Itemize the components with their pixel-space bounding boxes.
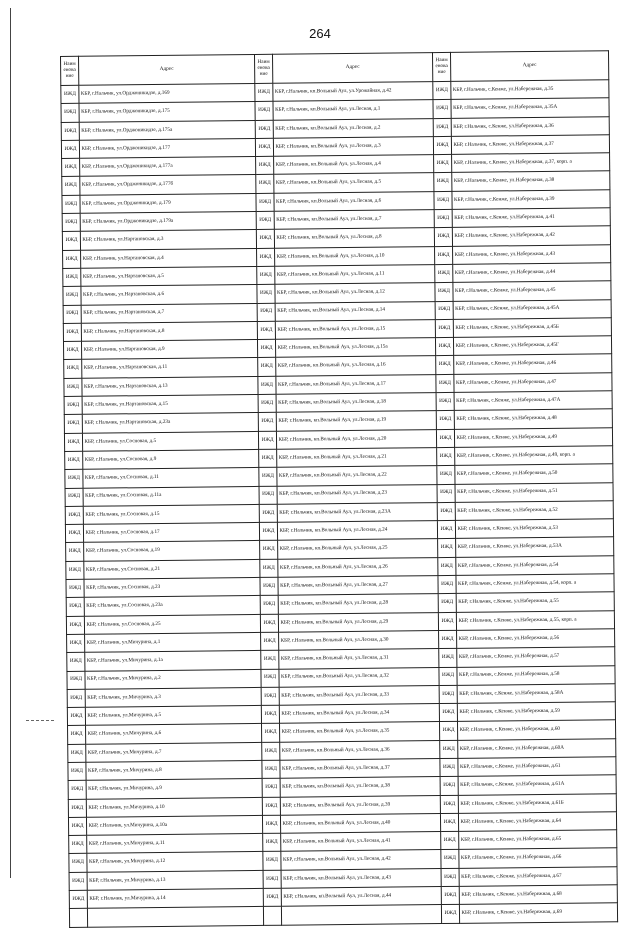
table-cell-type: ИЖД	[436, 356, 454, 374]
table-cell-address: КБР, г.Нальчик, ул.Мичурина, д.3	[85, 687, 261, 707]
table-cell-type: ИЖД	[263, 870, 281, 888]
table-cell-type: ИЖД	[257, 285, 275, 303]
table-cell-type: ИЖД	[441, 868, 459, 886]
table-cell-address: КБР, г.Нальчик, ул.Сосновая, д.11	[83, 468, 259, 488]
table-cell-type: ИЖД	[258, 358, 276, 376]
table-cell-address: КБР, г.Нальчик, кп.Вольный Аул, ул.Лесная, д.23А	[277, 502, 437, 522]
table-cell-type: ИЖД	[257, 266, 275, 284]
table-cell-address: КБР, г.Нальчик, кп.Вольный Аул, ул.Лесная, д.5	[274, 173, 434, 193]
table-cell-type: ИЖД	[437, 521, 455, 539]
table-cell-address: КБР, г.Нальчик, кп.Вольный Аул, ул.Лесная, д.7	[274, 210, 434, 230]
table-cell-type: ИЖД	[257, 321, 275, 339]
table-cell-type: ИЖД	[262, 815, 280, 833]
table-cell-type: ИЖД	[62, 195, 80, 213]
table-cell-address: КБР, г.Нальчик, с.Кенже, ул.Набережная, д.64	[458, 812, 616, 832]
table-cell-type: ИЖД	[255, 102, 273, 120]
table-cell-address: КБР, г.Нальчик, кп.Вольный Аул, ул.Лесная, д.11	[275, 265, 435, 285]
table-cell-address: КБР, г.Нальчик, с.Кенже, ул.Набережная, д.45Б	[453, 318, 611, 338]
table-cell-type: ИЖД	[260, 541, 278, 559]
table-cell-type: ИЖД	[63, 268, 81, 286]
table-cell-type: ИЖД	[63, 250, 81, 268]
table-cell-type: ИЖД	[258, 376, 276, 394]
table-cell-address: КБР, г.Нальчик, с.Кенже, ул.Набережная, д.67	[459, 866, 617, 886]
table-cell-address: КБР, г.Нальчик, ул.Нартановская, д.4	[81, 248, 257, 268]
table-cell-type: ИЖД	[69, 872, 87, 890]
header-address-col-3: Адрес	[450, 51, 608, 82]
table-cell-address: КБР, г.Нальчик, кп.Вольный Аул, ул.Лесная, д.27	[278, 576, 438, 596]
table-cell-address: КБР, г.Нальчик, ул.Мичурина, д.8	[86, 760, 262, 780]
table-cell-address: КБР, г.Нальчик, с.Кенже, ул.Набережная, д.55	[456, 592, 614, 612]
table-cell-type: ИЖД	[258, 431, 276, 449]
table-cell-type: ИЖД	[69, 854, 87, 872]
table-cell-type: ИЖД	[256, 230, 274, 248]
table-cell-type: ИЖД	[256, 193, 274, 211]
table-cell-address: КБР, г.Нальчик, кп.Вольный Аул, ул.Лесная, д.14	[275, 301, 435, 321]
table-cell-address	[87, 907, 263, 927]
table-cell-address: КБР, г.Нальчик, кп.Вольный Аул, ул.Лесная, д.23	[277, 484, 437, 504]
table-cell-type: ИЖД	[68, 744, 86, 762]
table-cell-address: КБР, г.Нальчик, с.Кенже, ул.Набережная, д.44	[453, 263, 611, 283]
table-cell-address: КБР, г.Нальчик, ул.Сосновая, д.15	[83, 504, 259, 524]
table-cell-address: КБР, г.Нальчик, кп.Вольный Аул, ул.Лесная, д.34	[279, 704, 439, 724]
table-cell-type: ИЖД	[68, 817, 86, 835]
table-cell-type: ИЖД	[69, 890, 87, 908]
table-cell-address: КБР, г.Нальчик, кп.Вольный Аул, ул.Лесная, д.35	[280, 722, 440, 742]
table-cell-type: ИЖД	[437, 447, 455, 465]
table-cell-address: КБР, г.Нальчик, кп.Вольный Аул, ул.Лесная, д.37	[280, 759, 440, 779]
table-cell-address: КБР, г.Нальчик, кп.Вольный Аул, ул.Лесная, д.43	[281, 868, 441, 888]
table-cell-type: ИЖД	[262, 742, 280, 760]
table-cell-type: ИЖД	[256, 156, 274, 174]
table-cell-type: ИЖД	[259, 449, 277, 467]
table-cell-type: ИЖД	[258, 413, 276, 431]
table-cell-address: КБР, г.Нальчик, кп.Вольный Аул, ул.Лесная, д.2	[273, 118, 433, 138]
table-cell-address: КБР, г.Нальчик, ул.Нартановская, д.15	[82, 394, 258, 414]
table-cell-address: КБР, г.Нальчик, с.Кенже, ул.Набережная, д.46	[454, 354, 612, 374]
table-cell-type: ИЖД	[438, 539, 456, 557]
table-cell-type: ИЖД	[65, 524, 83, 542]
table-cell-address: КБР, г.Нальчик, кп.Вольный Аул, ул.Лесная, д.19	[276, 411, 436, 431]
table-cell-type: ИЖД	[260, 577, 278, 595]
table-cell-type: ИЖД	[62, 232, 80, 250]
table-cell-address: КБР, г.Нальчик, кп.Вольный Аул, ул.Лесная, д.44	[281, 887, 441, 907]
table-cell-type: ИЖД	[62, 177, 80, 195]
table-cell-type: ИЖД	[433, 118, 451, 136]
table-cell-type: ИЖД	[438, 557, 456, 575]
table-cell-address: КБР, г.Нальчик, кп.Вольный Аул, ул.Лесная, д.33	[279, 685, 439, 705]
table-cell-type: ИЖД	[62, 213, 80, 231]
table-cell-address: КБР, г.Нальчик, с.Кенже, ул.Набережная, д.55, корп. а	[456, 610, 614, 630]
table-cell-address: КБР, г.Нальчик, ул.Мичурина, д.9	[86, 779, 262, 799]
table-cell-address: КБР, г.Нальчик, кп.Вольный Аул, ул.Лесная, д.41	[281, 832, 441, 852]
table-cell-address: КБР, г.Нальчик, с.Кенже, ул.Набережная, д.41	[452, 208, 610, 228]
table-cell-type: ИЖД	[260, 596, 278, 614]
table-cell-type: ИЖД	[262, 797, 280, 815]
table-cell-type: ИЖД	[263, 888, 281, 906]
table-cell-type: ИЖД	[66, 579, 84, 597]
table-cell-type: ИЖД	[259, 467, 277, 485]
scan-margin-line	[10, 8, 11, 878]
table-cell-type: ИЖД	[68, 726, 86, 744]
table-cell-type: ИЖД	[435, 246, 453, 264]
table-cell-type: ИЖД	[263, 833, 281, 851]
table-cell-address: КБР, г.Нальчик, кп.Вольный Аул, ул.Лесная, д.24	[277, 521, 437, 541]
table-cell-type: ИЖД	[257, 339, 275, 357]
table-cell-type: ИЖД	[434, 209, 452, 227]
table-cell-address: КБР, г.Нальчик, ул.Орджоникидзе, д.175а	[79, 120, 255, 140]
table-cell-type: ИЖД	[255, 83, 273, 101]
table-cell-type: ИЖД	[436, 392, 454, 410]
table-cell-type: ИЖД	[441, 905, 459, 923]
table-cell-type: ИЖД	[257, 248, 275, 266]
table-cell-address: КБР, г.Нальчик, кп.Вольный Аул, ул.Лесная, д.30	[279, 630, 439, 650]
table-cell-address: КБР, г.Нальчик, кп.Вольный Аул, ул.Лесная, д.39	[280, 795, 440, 815]
table-cell-type: ИЖД	[68, 799, 86, 817]
table-cell-type: ИЖД	[61, 140, 79, 158]
table-cell-address: КБР, г.Нальчик, с.Кенже, ул.Набережная, д.54	[456, 555, 614, 575]
table-cell-type: ИЖД	[261, 705, 279, 723]
table-cell-address: КБР, г.Нальчик, ул.Орджоникидзе, д.177а	[80, 157, 256, 177]
table-cell-type: ИЖД	[62, 158, 80, 176]
table-cell-address: КБР, г.Нальчик, кп.Вольный Аул, ул.Лесная, д.29	[278, 612, 438, 632]
table-cell-type: ИЖД	[65, 488, 83, 506]
table-cell-address: КБР, г.Нальчик, ул.Сосновая, д.11а	[83, 486, 259, 506]
table-cell-type: ИЖД	[439, 630, 457, 648]
table-cell-type: ИЖД	[434, 173, 452, 191]
table-cell-address: КБР, г.Нальчик, с.Кенже, ул.Набережная, д.45А	[453, 299, 611, 319]
address-table-wrapper	[60, 50, 617, 927]
table-cell-type: ИЖД	[441, 832, 459, 850]
table-cell-type: ИЖД	[67, 689, 85, 707]
table-cell-address: КБР, г.Нальчик, с.Кенже, ул.Набережная, д.53	[455, 519, 613, 539]
table-cell-type: ИЖД	[67, 707, 85, 725]
table-cell-type: ИЖД	[440, 758, 458, 776]
table-cell-address: КБР, г.Нальчик, кп.Вольный Аул, ул.Лесная, д.20	[276, 429, 436, 449]
table-cell-type: ИЖД	[435, 301, 453, 319]
table-cell-type: ИЖД	[260, 614, 278, 632]
table-cell-address: КБР, г.Нальчик, кп.Вольный Аул, ул.Лесная, д.40	[280, 813, 440, 833]
table-cell-type: ИЖД	[262, 779, 280, 797]
table-cell-type: ИЖД	[260, 559, 278, 577]
table-cell-type: ИЖД	[61, 104, 79, 122]
table-cell-type: ИЖД	[255, 120, 273, 138]
table-cell-address: КБР, г.Нальчик, ул.Нартановская, д.6	[81, 285, 257, 305]
table-cell-type: ИЖД	[439, 667, 457, 685]
table-cell-address: КБР, г.Нальчик, ул.Нартановская, д.9	[81, 340, 257, 360]
header-name-col-3: Наим енова ние	[432, 52, 450, 81]
table-cell-type: ИЖД	[433, 136, 451, 154]
table-cell-address: КБР, г.Нальчик, ул.Мичурина, д.13	[87, 870, 263, 890]
table-cell-type: ИЖД	[64, 433, 82, 451]
table-cell-type	[263, 907, 281, 925]
table-cell-type: ИЖД	[440, 813, 458, 831]
table-cell-type: ИЖД	[437, 466, 455, 484]
table-cell-type: ИЖД	[69, 835, 87, 853]
table-cell-type: ИЖД	[261, 650, 279, 668]
table-cell-type: ИЖД	[439, 722, 457, 740]
table-cell-address: КБР, г.Нальчик, с.Кенже, ул.Набережная, д.58	[457, 665, 615, 685]
table-cell-address: КБР, г.Нальчик, кп.Вольный Аул, ул.Лесная, д.21	[277, 448, 437, 468]
table-cell-address: КБР, г.Нальчик, с.Кенже, ул.Набережная, д.69	[459, 903, 617, 923]
table-cell-address: КБР, г.Нальчик, с.Кенже, ул.Набережная, д.47	[454, 372, 612, 392]
table-cell-type: ИЖД	[441, 886, 459, 904]
table-cell-address: КБР, г.Нальчик, с.Кенже, ул.Набережная, д.43	[453, 244, 611, 264]
table-cell-type: ИЖД	[63, 323, 81, 341]
table-body	[61, 80, 618, 927]
table-cell-type: ИЖД	[435, 338, 453, 356]
table-cell-type: ИЖД	[66, 561, 84, 579]
table-cell-type: ИЖД	[437, 484, 455, 502]
table-cell-address: КБР, г.Нальчик, кп.Вольный Аул, ул.Лесная, д.3	[273, 136, 433, 156]
table-cell-type: ИЖД	[437, 502, 455, 520]
table-cell-type: ИЖД	[64, 415, 82, 433]
table-cell-type: ИЖД	[66, 598, 84, 616]
table-cell-address: КБР, г.Нальчик, с.Кенже, ул.Набережная, д.57	[457, 647, 615, 667]
table-cell-type: ИЖД	[433, 81, 451, 99]
table-cell-address: КБР, г.Нальчик, кп.Вольный Аул, ул.Лесная, д.12	[275, 283, 435, 303]
header-address-col-2: Адрес	[272, 53, 432, 84]
table-cell-type: ИЖД	[257, 303, 275, 321]
table-cell-address: КБР, г.Нальчик, ул.Орджоникидзе, д.179	[80, 193, 256, 213]
table-cell-address: КБР, г.Нальчик, с.Кенже, ул.Набережная, д.42	[452, 226, 610, 246]
table-cell-address: КБР, г.Нальчик, с.Кенже, ул.Набережная, д.65	[459, 830, 617, 850]
table-cell-address: КБР, г.Нальчик, кп.Вольный Аул, ул.Лесная, д.31	[279, 649, 439, 669]
table-cell-address: КБР, г.Нальчик, с.Кенже, ул.Набережная, д.35	[451, 80, 609, 100]
table-cell-type: ИЖД	[65, 506, 83, 524]
table-cell-address: КБР, г.Нальчик, ул.Орджоникидзе, д.175	[79, 102, 255, 122]
table-cell-address: КБР, г.Нальчик, кп.Вольный Аул, ул.Лесная, д.42	[281, 850, 441, 870]
table-cell-type: ИЖД	[436, 411, 454, 429]
table-cell-type: ИЖД	[440, 777, 458, 795]
table-cell-type: ИЖД	[261, 632, 279, 650]
table-cell-address: КБР, г.Нальчик, с.Кенже, ул.Набережная, д.48	[454, 409, 612, 429]
table-cell-address: КБР, г.Нальчик, кп.Вольный Аул, ул.Лесная, д.15а	[275, 338, 435, 358]
table-cell-address: КБР, г.Нальчик, с.Кенже, ул.Набережная, д.66	[459, 848, 617, 868]
table-cell-type: ИЖД	[68, 781, 86, 799]
table-cell-type: ИЖД	[439, 649, 457, 667]
table-cell-type: ИЖД	[440, 740, 458, 758]
table-cell-address: КБР, г.Нальчик, ул.Нартановская, д.8	[81, 321, 257, 341]
table-cell-address: КБР, г.Нальчик, кп.Вольный Аул, ул.Лесная, д.16	[276, 356, 436, 376]
table-cell-type	[69, 909, 87, 927]
table-cell-type: ИЖД	[61, 85, 79, 103]
table-cell-type: ИЖД	[258, 394, 276, 412]
table-cell-type: ИЖД	[435, 264, 453, 282]
table-cell-type: ИЖД	[64, 378, 82, 396]
header-name-col-1: Наим енова ние	[61, 56, 79, 85]
table-cell-type: ИЖД	[259, 522, 277, 540]
table-cell-type: ИЖД	[440, 795, 458, 813]
table-cell-address: КБР, г.Нальчик, ул.Мичурина, д.7	[86, 742, 262, 762]
table-cell-address: КБР, г.Нальчик, с.Кенже, ул.Набережная, д.61	[458, 757, 616, 777]
table-cell-type: ИЖД	[434, 228, 452, 246]
table-cell-address: КБР, г.Нальчик, с.Кенже, ул.Набережная, д.39	[452, 190, 610, 210]
table-cell-address: КБР, г.Нальчик, с.Кенже, ул.Набережная, д.47А	[454, 391, 612, 411]
table-cell-type: ИЖД	[67, 671, 85, 689]
table-cell-address: КБР, г.Нальчик, кп.Вольный Аул, ул.Лесная, д.38	[280, 777, 440, 797]
table-cell-address: КБР, г.Нальчик, кп.Вольный Аул, ул.Лесная, д.18	[276, 393, 436, 413]
table-cell-type: ИЖД	[438, 594, 456, 612]
table-cell-address: КБР, г.Нальчик, с.Кенже, ул.Набережная, д.59	[457, 702, 615, 722]
header-address-col-1: Адрес	[79, 54, 255, 85]
scan-margin-dash	[26, 720, 54, 722]
table-cell-address: КБР, г.Нальчик, с.Кенже, ул.Набережная, д.60	[457, 720, 615, 740]
table-cell-address: КБР, г.Нальчик, кп.Вольный Аул, ул.Лесная, д.28	[278, 594, 438, 614]
table-cell-type: ИЖД	[65, 470, 83, 488]
table-cell-type: ИЖД	[259, 486, 277, 504]
table-cell-type: ИЖД	[439, 685, 457, 703]
table-cell-address: КБР, г.Нальчик, ул.Орджоникидзе, д.177	[79, 138, 255, 158]
table-cell-address: КБР, г.Нальчик, ул.Нартановская, д.3	[80, 230, 256, 250]
table-cell-address: КБР, г.Нальчик, ул.Сосновая, д.9	[83, 449, 259, 469]
table-cell-type: ИЖД	[434, 191, 452, 209]
table-cell-address: КБР, г.Нальчик, ул.Орджоникидзе, д.177б	[80, 175, 256, 195]
table-cell-address: КБР, г.Нальчик, кп.Вольный Аул, ул.Лесная, д.36	[280, 740, 440, 760]
table-cell-type: ИЖД	[66, 616, 84, 634]
table-cell-type: ИЖД	[65, 451, 83, 469]
table-cell-address: КБР, г.Нальчик, кп.Вольный Аул, ул.Лесная, д.26	[278, 557, 438, 577]
table-cell-address: КБР, г.Нальчик, ул.Мичурина, д.6	[86, 724, 262, 744]
table-cell-address: КБР, г.Нальчик, с.Кенже, ул.Набережная, д.50	[455, 464, 613, 484]
table-cell-type: ИЖД	[261, 687, 279, 705]
table-cell-address: КБР, г.Нальчик, ул.Сосновая, д.23	[84, 577, 260, 597]
table-cell-type: ИЖД	[438, 575, 456, 593]
table-cell-address: КБР, г.Нальчик, с.Кенже, ул.Набережная, д.60А	[458, 738, 616, 758]
table-cell-type: ИЖД	[63, 287, 81, 305]
table-cell-address: КБР, г.Нальчик, ул.Сосновая, д.25	[84, 614, 260, 634]
table-cell-type: ИЖД	[436, 374, 454, 392]
table-cell-address: КБР, г.Нальчик, кп.Вольный Аул, ул.Лесная, д.22	[277, 466, 437, 486]
table-cell-address: КБР, г.Нальчик, с.Кенже, ул.Набережная, д.68	[459, 885, 617, 905]
table-cell-address	[281, 905, 441, 925]
table-cell-type: ИЖД	[68, 762, 86, 780]
page-number: 264	[309, 26, 331, 41]
table-cell-address: КБР, г.Нальчик, кп.Вольный Аул, ул.Лесная, д.8	[274, 228, 434, 248]
table-cell-type: ИЖД	[66, 543, 84, 561]
table-cell-address: КБР, г.Нальчик, ул.Мичурина, д.1	[85, 632, 261, 652]
table-cell-address: КБР, г.Нальчик, ул.Сосновая, д.19	[84, 541, 260, 561]
table-cell-address: КБР, г.Нальчик, с.Кенже, ул.Набережная, д.38	[452, 171, 610, 191]
table-cell-type: ИЖД	[436, 429, 454, 447]
table-cell-address: КБР, г.Нальчик, с.Кенже, ул.Набережная, д.53А	[456, 537, 614, 557]
table-cell-type: ИЖД	[255, 138, 273, 156]
table-cell-address: КБР, г.Нальчик, кп.Вольный Аул, ул.Лесная, д.6	[274, 191, 434, 211]
table-cell-address: КБР, г.Нальчик, с.Кенже, ул.Набережная, д.45Г	[453, 336, 611, 356]
table-cell-address: КБР, г.Нальчик, ул.Нартановская, д.5	[81, 266, 257, 286]
table-cell-address: КБР, г.Нальчик, с.Кенже, ул.Набережная, д.54, корп. а	[456, 574, 614, 594]
table-cell-type: ИЖД	[63, 305, 81, 323]
table-cell-type: ИЖД	[439, 703, 457, 721]
table-cell-address: КБР, г.Нальчик, ул.Нартановская, д.23а	[82, 413, 258, 433]
table-cell-address: КБР, г.Нальчик, ул.Мичурина, д.10а	[86, 815, 262, 835]
table-cell-address: КБР, г.Нальчик, кп.Вольный Аул, ул.Лесная, д.10	[275, 246, 435, 266]
table-cell-address: КБР, г.Нальчик, кп.Вольный Аул, ул.Лесная, д.32	[279, 667, 439, 687]
table-cell-address: КБР, г.Нальчик, ул.Мичурина, д.14	[87, 888, 263, 908]
table-cell-address: КБР, г.Нальчик, с.Кенже, ул.Набережная, д.49	[454, 427, 612, 447]
table-cell-type: ИЖД	[434, 155, 452, 173]
table-cell-address: КБР, г.Нальчик, ул.Мичурина, д.5	[85, 706, 261, 726]
table-cell-address: КБР, г.Нальчик, кп.Вольный Аул, ул.Лесная, д.4	[274, 155, 434, 175]
table-cell-address: КБР, г.Нальчик, кп.Вольный Аул, ул.Урожайная, д.42	[273, 82, 433, 102]
table-cell-type: ИЖД	[435, 319, 453, 337]
table-cell-address: КБР, г.Нальчик, кп.Вольный Аул, ул.Лесная, д.15	[275, 319, 435, 339]
table-cell-address: КБР, г.Нальчик, ул.Сосновая, д.21	[84, 559, 260, 579]
table-cell-type: ИЖД	[259, 504, 277, 522]
table-cell-type: ИЖД	[261, 669, 279, 687]
table-cell-address: КБР, г.Нальчик, ул.Мичурина, д.11	[87, 834, 263, 854]
table-cell-address: КБР, г.Нальчик, кп.Вольный Аул, ул.Лесная, д.17	[276, 374, 436, 394]
table-cell-address: КБР, г.Нальчик, ул.Сосновая, д.17	[83, 523, 259, 543]
table-cell-type: ИЖД	[262, 760, 280, 778]
table-cell-type: ИЖД	[433, 100, 451, 118]
table-cell-type: ИЖД	[256, 211, 274, 229]
table-cell-address: КБР, г.Нальчик, с.Кенже, ул.Набережная, д.56	[457, 629, 615, 649]
table-cell-type: ИЖД	[441, 850, 459, 868]
table-cell-type: ИЖД	[61, 122, 79, 140]
table-cell-address: КБР, г.Нальчик, с.Кенже, ул.Набережная, д.61А	[458, 775, 616, 795]
table-cell-address: КБР, г.Нальчик, с.Кенже, ул.Набережная, д.58А	[457, 684, 615, 704]
table-cell-address: КБР, г.Нальчик, с.Кенже, ул.Набережная, д.49, корп. а	[455, 446, 613, 466]
table-cell-address: КБР, г.Нальчик, с.Кенже, ул.Набережная, д.61Б	[458, 793, 616, 813]
table-cell-type: ИЖД	[64, 396, 82, 414]
table-cell-address: КБР, г.Нальчик, ул.Сосновая, д.5	[82, 431, 258, 451]
table-cell-type: ИЖД	[67, 634, 85, 652]
table-cell-type: ИЖД	[64, 360, 82, 378]
table-cell-address: КБР, г.Нальчик, с.Кенже, ул.Набережная, д.51	[455, 482, 613, 502]
table-cell-type: ИЖД	[263, 852, 281, 870]
table-cell-address: КБР, г.Нальчик, кп.Вольный Аул, ул.Лесная, д.25	[278, 539, 438, 559]
table-cell-address: КБР, г.Нальчик, кп.Вольный Аул, ул.Лесная, д.1	[273, 100, 433, 120]
table-cell-address: КБР, г.Нальчик, ул.Мичурина, д.12	[87, 852, 263, 872]
table-cell-address: КБР, г.Нальчик, ул.Нартановская, д.13	[82, 376, 258, 396]
table-cell-address: КБР, г.Нальчик, с.Кенже, ул.Набережная, д.37	[451, 135, 609, 155]
table-cell-address: КБР, г.Нальчик, с.Кенже, ул.Набережная, д.37, корп. а	[452, 153, 610, 173]
table-cell-type: ИЖД	[262, 724, 280, 742]
table-cell-address: КБР, г.Нальчик, ул.Сосновая, д.23а	[84, 596, 260, 616]
table-cell-address: КБР, г.Нальчик, с.Кенже, ул.Набережная, д.35А	[451, 98, 609, 118]
table-cell-address: КБР, г.Нальчик, с.Кенже, ул.Набережная, д.52	[455, 501, 613, 521]
table-cell-address: КБР, г.Нальчик, с.Кенже, ул.Набережная, д.36	[451, 116, 609, 136]
table-cell-type: ИЖД	[256, 175, 274, 193]
table-cell-address: КБР, г.Нальчик, ул.Мичурина, д.1а	[85, 651, 261, 671]
table-cell-address: КБР, г.Нальчик, ул.Орджоникидзе, д.169	[79, 83, 255, 103]
table-cell-type: ИЖД	[435, 283, 453, 301]
header-name-col-2: Наим енова ние	[254, 54, 272, 83]
table-cell-address: КБР, г.Нальчик, ул.Мичурина, д.10	[86, 797, 262, 817]
table-cell-type: ИЖД	[438, 612, 456, 630]
table-cell-type: ИЖД	[67, 652, 85, 670]
table-cell-address: КБР, г.Нальчик, ул.Нартановская, д.11	[82, 358, 258, 378]
table-cell-address: КБР, г.Нальчик, ул.Орджоникидзе, д.179а	[80, 212, 256, 232]
table-cell-address: КБР, г.Нальчик, с.Кенже, ул.Набережная, д.45	[453, 281, 611, 301]
table-cell-address: КБР, г.Нальчик, ул.Мичурина, д.2	[85, 669, 261, 689]
table-cell-address: КБР, г.Нальчик, ул.Нартановская, д.7	[81, 303, 257, 323]
address-table	[60, 50, 618, 927]
table-cell-type: ИЖД	[63, 341, 81, 359]
